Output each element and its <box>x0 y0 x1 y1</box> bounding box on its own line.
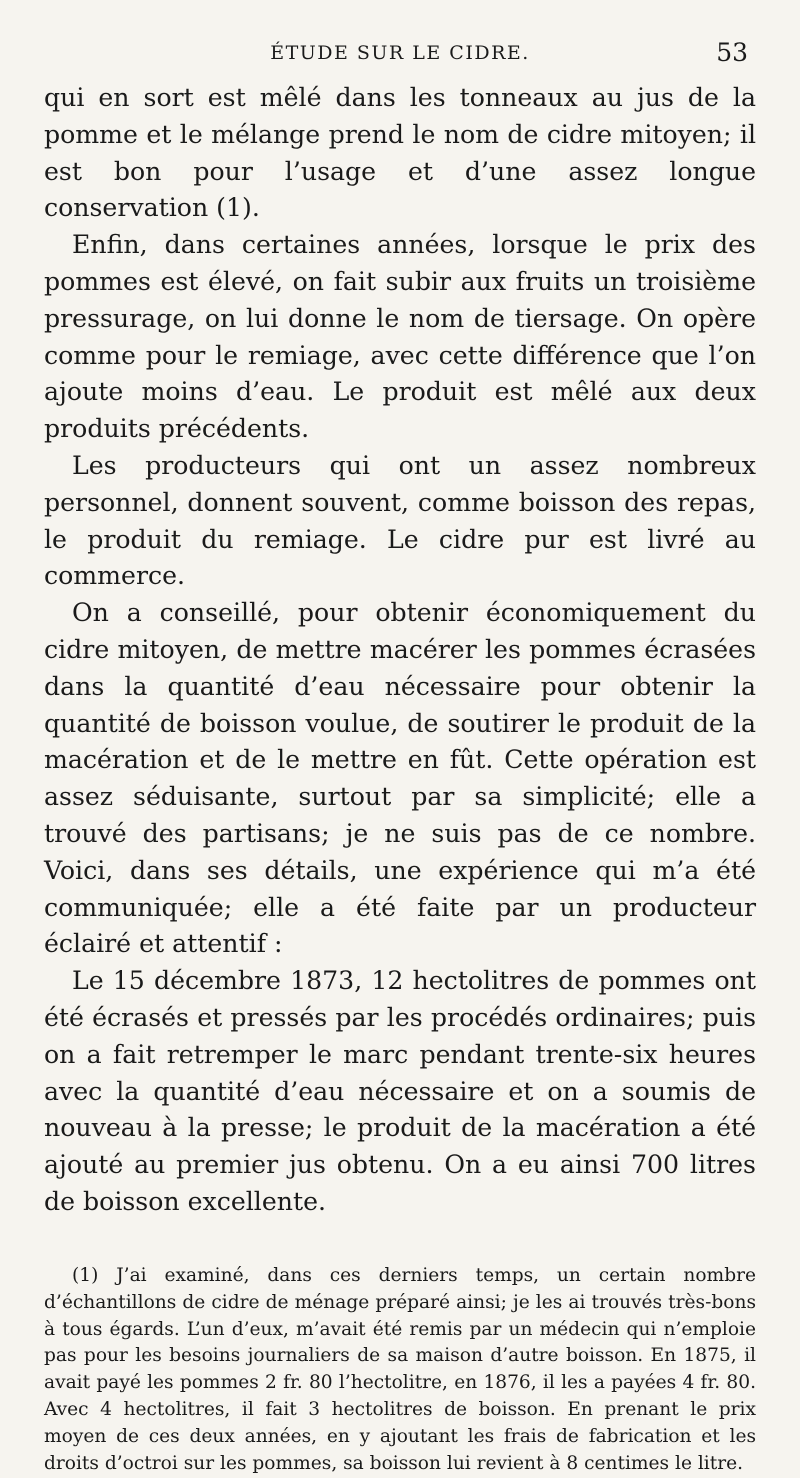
running-title: ÉTUDE SUR LE CIDRE. <box>270 42 530 64</box>
main-text <box>44 80 756 1221</box>
footnotes <box>44 1263 756 1478</box>
page-number: 53 <box>716 38 748 67</box>
paragraph-continuation: qui en sort est mêlé dans les tonneaux au jus de la pomme et le mélange prend le nom de cidre mitoyen; il est bon pour l’usage et d’une assez longue conservation (1). <box>44 83 756 223</box>
footnote-1: (1) J’ai examiné, dans ces derniers temps, un certain nombre d’échantillons de cidre de ménage préparé ainsi; je les ai trouvés très-bons à tous égards. L’un d’eux, m’avait été remis par un médecin qui n’emploie pas pour les besoins journaliers de sa maison d’autre boisson. En 1875, il avait payé les pommes 2 fr. 80 l’hectolitre, en 1876, il les a payées 4 fr. 80. Avec 4 hectolitres, il fait 3 hectolitres de boisson. En prenant le prix moyen de ces deux années, en y ajoutant les frais de fabrication et les droits d’octroi sur les pommes, sa boisson lui revient à 8 centimes le litre. <box>44 1264 756 1475</box>
page-header <box>44 36 756 80</box>
paragraph-tiersage: Enfin, dans certaines années, lorsque le prix des pommes est élevé, on fait subir aux fruits un troisième pressurage, on lui donne le nom de tiersage. On opère comme pour le remiage, avec cette différence que l’on ajoute moins d’eau. Le produit est mêlé aux deux produits précédents. <box>44 230 756 444</box>
paragraph-producteurs: Les producteurs qui ont un assez nombreux personnel, donnent souvent, comme boisson des repas, le produit du remiage. Le cidre pur est livré au commerce. <box>44 450 756 591</box>
paragraph-experience: Le 15 décembre 1873, 12 hectolitres de pommes ont été écrasés et pressés par les procédés ordinaires; puis on a fait retremper le marc pendant trente-six heures avec la quantité d’eau nécessaire et on a soumis de nouveau à la presse; le produit de la macération a été ajouté au premier jus obtenu. On a eu ainsi 700 litres de boisson excellente. <box>44 966 756 1216</box>
paragraph-conseil: On a conseillé, pour obtenir économiquement du cidre mitoyen, de mettre macérer les pommes écrasées dans la quantité d’eau nécessaire pour obtenir la quantité de boisson voulue, de soutirer le produit de la macération et de le mettre en fût. Cette opération est assez séduisante, surtout par sa simplicité; elle a trouvé des partisans; je ne suis pas de ce nombre. Voici, dans ses détails, une expérience qui m’a été communiquée; elle a été faite par un producteur éclairé et attentif : <box>44 598 756 959</box>
